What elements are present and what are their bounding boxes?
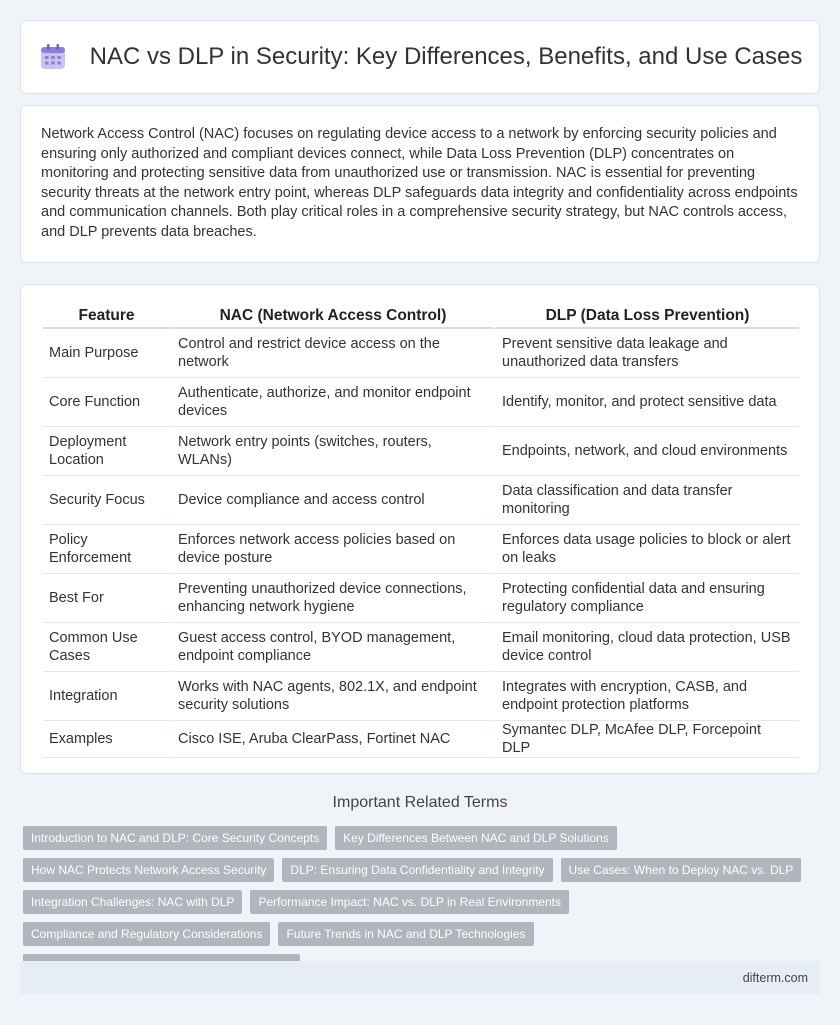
- table-row: [43, 476, 799, 525]
- cell-nac: Authenticate, authorize, and monitor endpoint devices: [170, 378, 494, 427]
- cell-dlp: Data classification and data transfer monitoring: [494, 476, 799, 525]
- table-row: [43, 672, 799, 721]
- comparison-table-card: [20, 284, 820, 774]
- related-term-tag[interactable]: How NAC Protects Network Access Security: [23, 858, 274, 882]
- cell-feature: Policy Enforcement: [43, 525, 170, 574]
- cell-dlp: Symantec DLP, McAfee DLP, Forcepoint DLP: [494, 721, 799, 758]
- cell-nac: Works with NAC agents, 802.1X, and endpoint security solutions: [170, 672, 494, 721]
- table-row: [43, 574, 799, 623]
- cell-dlp: Email monitoring, cloud data protection, USB device control: [494, 623, 799, 672]
- cell-feature: Best For: [43, 574, 170, 623]
- table-row: [43, 378, 799, 427]
- cell-dlp: Integrates with encryption, CASB, and endpoint protection platforms: [494, 672, 799, 721]
- related-term-tag[interactable]: Use Cases: When to Deploy NAC vs. DLP: [561, 858, 802, 882]
- cell-nac: Device compliance and access control: [170, 476, 494, 525]
- cell-dlp: Enforces data usage policies to block or alert on leaks: [494, 525, 799, 574]
- table-row: [43, 721, 799, 758]
- page-title: NAC vs DLP in Security: Key Differences, Benefits, and Use Cases: [89, 43, 803, 70]
- comparison-table: [43, 303, 799, 758]
- cell-feature: Common Use Cases: [43, 623, 170, 672]
- related-term-tag[interactable]: Future Trends in NAC and DLP Technologies: [278, 922, 533, 946]
- cell-nac: Enforces network access policies based on device posture: [170, 525, 494, 574]
- cell-feature: Examples: [43, 721, 170, 758]
- related-term-tag[interactable]: Integration Challenges: NAC with DLP: [23, 890, 242, 914]
- intro-section: [20, 105, 820, 263]
- cell-feature: Main Purpose: [43, 329, 170, 378]
- related-terms-section: [20, 794, 820, 978]
- related-terms-title: Important Related Terms: [332, 794, 508, 811]
- cell-feature: Security Focus: [43, 476, 170, 525]
- related-terms-list: [20, 826, 820, 978]
- header-feature: Feature: [43, 303, 170, 329]
- cell-nac: Cisco ISE, Aruba ClearPass, Fortinet NAC: [170, 721, 494, 758]
- intro-paragraph: Network Access Control (NAC) focuses on regulating device access to a network by enforcing security policies and ensuring only authorized and compliant devices connect, while Data Loss Prevention (DLP) concentrates on monitoring and protecting sensitive data from unauthorized use or transmission. NAC is essential for preventing security threats at the network entry point, whereas DLP safeguards data integrity and confidentiality across endpoints and communication channels. Both play critical roles in a comprehensive security strategy, but NAC controls access, and DLP prevents data breaches.: [41, 126, 798, 240]
- footer-site[interactable]: difterm.com: [742, 970, 808, 985]
- table-row: [43, 525, 799, 574]
- header-nac: NAC (Network Access Control): [170, 303, 494, 329]
- table-header-row: [43, 303, 799, 329]
- cell-dlp: Protecting confidential data and ensuring regulatory compliance: [494, 574, 799, 623]
- cell-nac: Preventing unauthorized device connections, enhancing network hygiene: [170, 574, 494, 623]
- calendar-grid-icon: [38, 42, 68, 72]
- cell-nac: Guest access control, BYOD management, endpoint compliance: [170, 623, 494, 672]
- cell-nac: Network entry points (switches, routers, WLANs): [170, 427, 494, 476]
- related-term-tag[interactable]: Key Differences Between NAC and DLP Solutions: [335, 826, 617, 850]
- cell-dlp: Endpoints, network, and cloud environments: [494, 427, 799, 476]
- table-row: [43, 623, 799, 672]
- cell-feature: Deployment Location: [43, 427, 170, 476]
- related-term-tag[interactable]: Compliance and Regulatory Considerations: [23, 922, 270, 946]
- cell-feature: Integration: [43, 672, 170, 721]
- cell-dlp: Identify, monitor, and protect sensitive data: [494, 378, 799, 427]
- related-term-tag[interactable]: Performance Impact: NAC vs. DLP in Real Environments: [250, 890, 569, 914]
- page-header: [20, 20, 820, 94]
- related-term-tag[interactable]: Introduction to NAC and DLP: Core Security Concepts: [23, 826, 327, 850]
- table-row: [43, 329, 799, 378]
- table-row: [43, 427, 799, 476]
- cell-feature: Core Function: [43, 378, 170, 427]
- related-term-tag[interactable]: DLP: Ensuring Data Confidentiality and Integrity: [282, 858, 552, 882]
- footer: [20, 961, 820, 994]
- cell-nac: Control and restrict device access on the network: [170, 329, 494, 378]
- cell-dlp: Prevent sensitive data leakage and unauthorized data transfers: [494, 329, 799, 378]
- header-dlp: DLP (Data Loss Prevention): [494, 303, 799, 329]
